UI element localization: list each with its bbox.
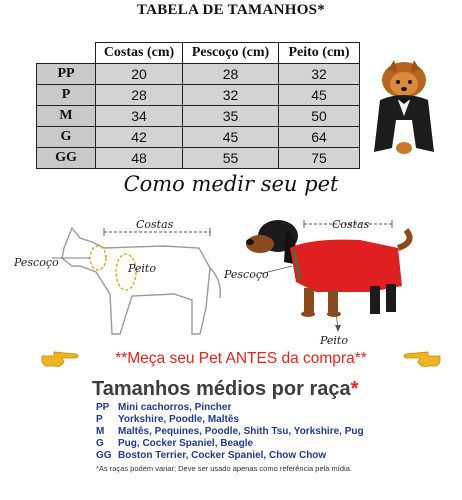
- breed-names: Maltês, Pequines, Poodle, Shith Tsu, Yorkshire, Pug: [118, 426, 364, 437]
- size-label: P: [37, 85, 96, 106]
- size-label: G: [37, 127, 96, 148]
- column-header-neck: Pescoço (cm): [183, 43, 279, 64]
- size-label: GG: [37, 148, 96, 169]
- breed-size-code: GG: [96, 450, 112, 461]
- list-item: [96, 414, 456, 426]
- back-value: 42: [96, 127, 183, 148]
- breed-names: Yorkshire, Poodle, Maltês: [118, 414, 239, 425]
- list-item: [96, 438, 456, 450]
- size-label: M: [37, 106, 96, 127]
- warning-text: **Meça seu Pet ANTES da compra**: [115, 350, 367, 367]
- back-value: 48: [96, 148, 183, 169]
- chest-value: 50: [279, 106, 360, 127]
- chest-value: 64: [279, 127, 360, 148]
- warning-banner: [40, 348, 440, 374]
- list-item: [96, 450, 456, 462]
- diagram-label-chest: Peito: [128, 262, 156, 275]
- breed-size-code: G: [96, 438, 104, 449]
- page-title: TABELA DE TAMANHOS*: [136, 2, 326, 18]
- size-table-corner: [37, 43, 96, 64]
- breed-size-code: PP: [96, 402, 110, 413]
- breeds-heading: [92, 378, 358, 401]
- neck-value: 28: [183, 64, 279, 85]
- breed-names: Boston Terrier, Cocker Spaniel, Chow Chow: [118, 450, 327, 461]
- breed-size-code: P: [96, 414, 103, 425]
- photo-label-back: Costas: [332, 218, 370, 231]
- table-row: [37, 85, 360, 106]
- neck-value: 35: [183, 106, 279, 127]
- chest-value: 45: [279, 85, 360, 106]
- size-table-header-row: [37, 43, 360, 64]
- list-item: [96, 426, 456, 438]
- chest-value: 75: [279, 148, 360, 169]
- size-table: [36, 42, 360, 169]
- table-row: [37, 148, 360, 169]
- neck-value: 55: [183, 148, 279, 169]
- breed-size-code: M: [96, 426, 105, 437]
- disclaimer-note: *As raças podem variar; Deve ser usado apenas como referência pela mídia.: [96, 464, 352, 473]
- table-row: [37, 106, 360, 127]
- photo-label-neck: Pescoço: [224, 268, 269, 281]
- pointing-hand-right-icon: [40, 348, 80, 370]
- column-header-back: Costas (cm): [96, 43, 183, 64]
- back-value: 28: [96, 85, 183, 106]
- list-item: [96, 402, 456, 414]
- size-label: PP: [37, 64, 96, 85]
- measurement-diagram: [14, 208, 234, 338]
- breed-names: Mini cachorros, Pincher: [118, 402, 232, 413]
- table-row: [37, 64, 360, 85]
- how-to-measure-heading: Como medir seu pet: [123, 172, 339, 196]
- breeds-heading-star: *: [350, 378, 359, 400]
- photo-label-chest: Peito: [320, 334, 348, 347]
- neck-value: 32: [183, 85, 279, 106]
- diagram-label-back: Costas: [136, 218, 174, 231]
- breed-names: Pug, Cocker Spaniel, Beagle: [118, 438, 254, 449]
- dog-tuxedo-photo: [364, 60, 444, 158]
- pointing-hand-left-icon: [402, 348, 442, 370]
- neck-value: 45: [183, 127, 279, 148]
- chest-value: 32: [279, 64, 360, 85]
- breeds-heading-text: Tamanhos médios por raça: [92, 378, 351, 400]
- back-value: 34: [96, 106, 183, 127]
- table-row: [37, 127, 360, 148]
- breed-list: [96, 402, 456, 462]
- back-value: 20: [96, 64, 183, 85]
- column-header-chest: Peito (cm): [279, 43, 360, 64]
- diagram-label-neck: Pescoço: [14, 256, 59, 269]
